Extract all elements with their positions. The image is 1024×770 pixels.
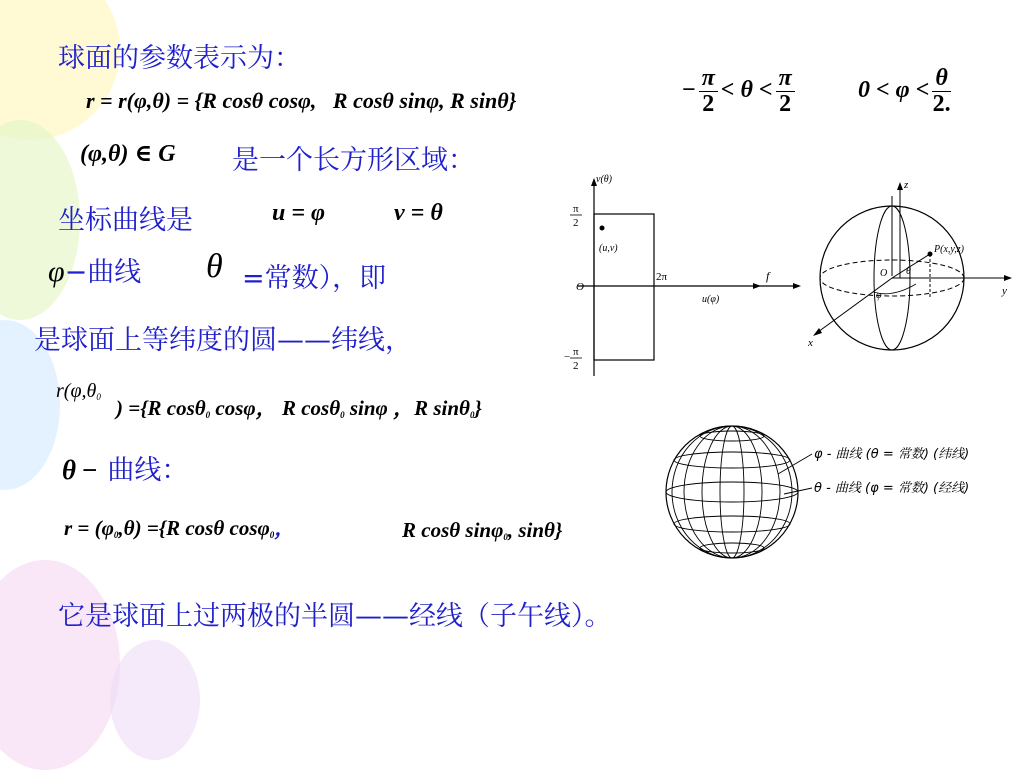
lat-eq-c5: } xyxy=(474,396,482,420)
mer-eq-sub1: 0 xyxy=(269,530,275,540)
pi-top: π xyxy=(573,203,579,215)
phi-curve-rest: =常数），即 xyxy=(242,263,387,294)
mer-eq-lhs: r = (φ xyxy=(64,516,114,540)
theta-range-minus: − xyxy=(682,77,696,104)
lat-eq-lhs: r(φ,θ xyxy=(56,380,97,402)
theta-range xyxy=(682,66,798,117)
theta-range-pi2: π xyxy=(776,66,795,92)
mer-eq-sub0: 0 xyxy=(113,530,119,540)
param-eq-y: R cosθ sinφ, R sinθ} xyxy=(332,88,517,113)
y-axis-label: y xyxy=(1002,285,1007,297)
domain-text: 是一个长方形区域： xyxy=(232,145,475,176)
theta-curve-symbol: θ xyxy=(62,455,77,485)
coord-curves-label: 坐标曲线是 xyxy=(58,205,193,236)
bg-decoration-lavender xyxy=(110,640,200,760)
phi-curve-theta: θ xyxy=(206,248,223,285)
coord-u: u = φ xyxy=(272,200,326,226)
mer-eq-sub2: 0 xyxy=(503,532,508,542)
parameter-domain-diagram xyxy=(556,166,1024,384)
param-eq-lhs: r = r(φ,θ) = { xyxy=(86,88,203,113)
latitude-equation-rhs xyxy=(116,392,482,422)
lat-eq-mid: ) ={R cosθ xyxy=(116,396,206,420)
v-axis-label: v(θ) xyxy=(596,174,613,185)
u-axis-label: u(φ) xyxy=(702,294,720,305)
two-pi: 2π xyxy=(656,271,668,283)
lat-eq-c3: sinφ xyxy=(349,396,388,420)
theta-angle-label: θ xyxy=(906,266,911,277)
pi-bot: π xyxy=(573,346,579,358)
latitude-equation xyxy=(56,380,101,403)
two-bot: 2 xyxy=(573,360,579,372)
z-axis-label: z xyxy=(904,179,909,191)
phi-range-den: 2. xyxy=(932,91,951,118)
phi-curve-line xyxy=(48,250,141,289)
phi-range-num: θ xyxy=(932,66,950,92)
phi-angle-label: φ xyxy=(876,290,882,301)
theta-curve-text: 曲线： xyxy=(107,455,189,486)
globe-grid-diagram xyxy=(662,422,1004,562)
lat-eq-sub1: 0 xyxy=(205,410,211,420)
mer-eq-c2: R cosθ sinφ xyxy=(402,518,504,542)
point-uv: (u,v) xyxy=(599,243,618,254)
theta-curve-dash: − xyxy=(82,455,98,485)
param-eq-x: R cosθ cosφ, xyxy=(202,88,317,113)
phi-symbol: φ xyxy=(48,255,65,288)
mer-eq-mid2: ， xyxy=(274,516,296,540)
theta-range-two2: 2 xyxy=(779,91,792,118)
theta-range-pi: π xyxy=(699,66,718,92)
coord-v: v = θ xyxy=(394,200,443,226)
globe-phi-curve-label: φ - 曲线 (θ = 常数) (纬线) xyxy=(814,447,970,462)
latitude-text: 是球面上等纬度的圆——纬线， xyxy=(34,325,412,356)
phi-curve-dash-text: −曲线 xyxy=(64,257,142,288)
param-equation xyxy=(86,88,516,114)
x-axis-label: x xyxy=(808,337,813,349)
slide-title: 球面的参数表示为： xyxy=(58,43,301,74)
lat-eq-sub3: 0 xyxy=(469,410,475,420)
minus-bot: − xyxy=(564,351,571,363)
domain-expr: (φ,θ) ∈ G xyxy=(80,141,176,167)
meridian-equation-2 xyxy=(402,518,562,543)
lat-eq-sub0: 0 xyxy=(96,392,101,402)
phi-range-lhs: 0 < φ < xyxy=(858,77,930,104)
lat-eq-c1: cosφ， xyxy=(215,396,277,420)
theta-range-lt: < θ < xyxy=(720,77,773,104)
mer-eq-c3: , sinθ} xyxy=(507,518,563,542)
bg-decoration-pink xyxy=(0,560,120,770)
phi-range xyxy=(858,66,954,117)
theta-range-two: 2 xyxy=(702,91,715,118)
globe-theta-curve-label: θ - 曲线 (φ = 常数) (经线) xyxy=(814,481,970,496)
meridian-equation xyxy=(64,512,295,542)
theta-curve-line xyxy=(62,448,188,487)
origin-label: O xyxy=(576,281,584,293)
f-label: f xyxy=(766,269,770,283)
lat-eq-c4: ，R sinθ xyxy=(393,396,470,420)
two-top: 2 xyxy=(573,217,579,229)
lat-eq-sub2: 0 xyxy=(340,410,345,420)
point-P-label: P(x,y,z) xyxy=(934,244,964,255)
sphere-origin-label: O xyxy=(880,268,888,279)
lat-eq-c2: R cosθ xyxy=(281,396,341,420)
mer-eq-mid: ,θ) ={R cosθ cosφ xyxy=(118,516,270,540)
meridian-text: 它是球面上过两极的半圆——经线（子午线）。 xyxy=(58,601,612,632)
